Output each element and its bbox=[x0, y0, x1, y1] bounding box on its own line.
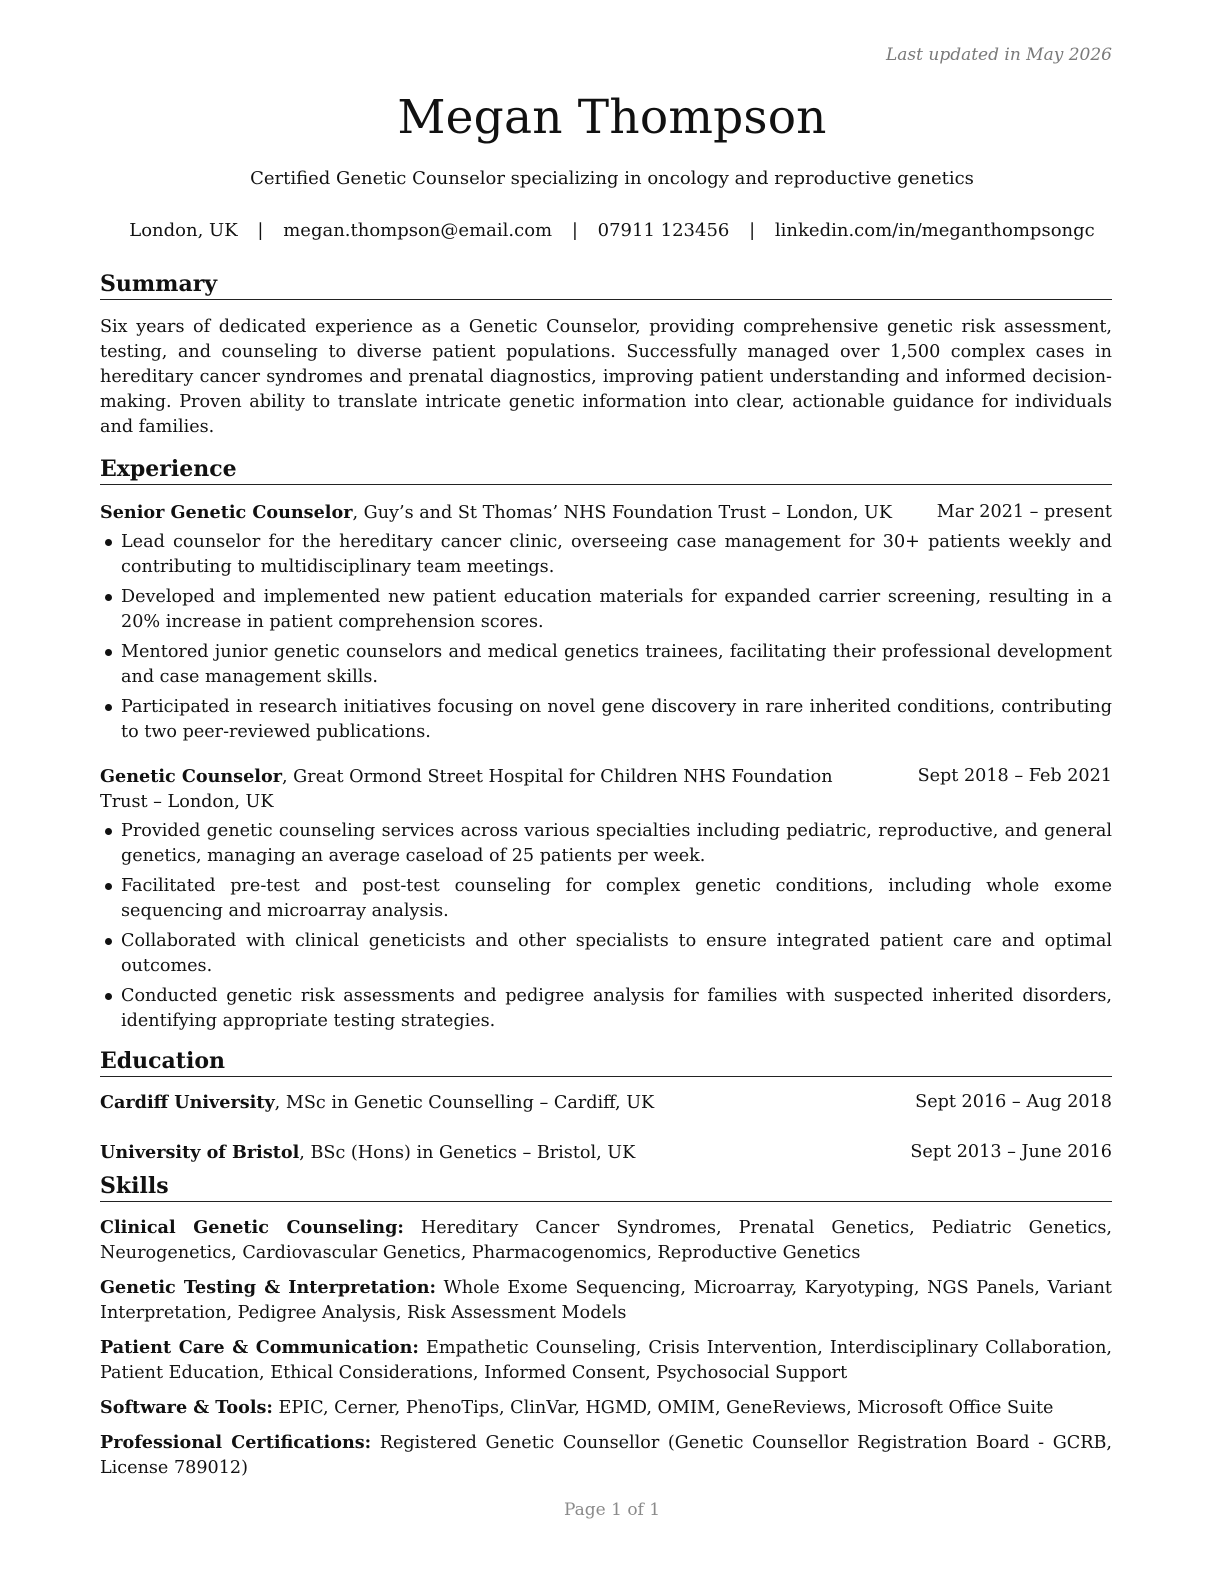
resume-content bbox=[100, 269, 1112, 1490]
education-line bbox=[100, 1090, 915, 1116]
candidate-name: Megan Thompson bbox=[397, 90, 827, 145]
job-title-line bbox=[100, 764, 918, 815]
education-detail: , MSc in Genetic Counselling – Cardiff, UK bbox=[274, 1093, 655, 1113]
bullet-item: Lead counselor for the hereditary cancer clinic, overseeing case management for 30+ patients weekly and contributing to multidisciplinary team meetings. bbox=[100, 530, 1112, 580]
skill-item bbox=[100, 1395, 1112, 1421]
skill-label: Patient Care & Communication: bbox=[100, 1337, 419, 1358]
contact-email[interactable]: megan.thompson@email.com bbox=[283, 220, 553, 241]
skill-label: Professional Certifications: bbox=[100, 1432, 372, 1453]
job-header bbox=[100, 500, 1112, 526]
skill-text: Hereditary Cancer Syndromes, Prenatal Genetics, Pediatric Genetics, Neurogenetics, Cardiovascular Genetics, Pharmacogenomics, Reproductive Genetics bbox=[100, 1218, 1113, 1263]
education-dates: Sept 2013 – June 2016 bbox=[910, 1142, 1112, 1162]
skill-text: Whole Exome Sequencing, Microarray, Karyotyping, NGS Panels, Variant Interpretation, Pedigree Analysis, Risk Assessment Models bbox=[100, 1278, 1112, 1323]
contact-location: London, UK bbox=[129, 220, 238, 241]
section-title: Skills bbox=[100, 1171, 1112, 1202]
education-school: University of Bristol bbox=[100, 1142, 300, 1163]
section-title: Experience bbox=[100, 454, 1112, 485]
experience-section bbox=[100, 454, 1112, 1034]
skill-item bbox=[100, 1215, 1112, 1266]
job-title-line bbox=[100, 500, 937, 526]
job-organization: , Guy’s and St Thomas’ NHS Foundation Trust – London, UK bbox=[352, 503, 892, 523]
job-header bbox=[100, 764, 1112, 815]
bullet-item: Developed and implemented new patient education materials for expanded carrier screening, resulting in a 20% increase in patient comprehension scores. bbox=[100, 585, 1112, 635]
bullet-item: Mentored junior genetic counselors and medical genetics trainees, facilitating their professional development and case management skills. bbox=[100, 640, 1112, 690]
bullet-item: Conducted genetic risk assessments and pedigree analysis for families with suspected inherited disorders, identifying appropriate testing strategies. bbox=[100, 984, 1112, 1034]
tagline: Certified Genetic Counselor specializing in oncology and reproductive genetics bbox=[250, 168, 974, 189]
job-entry bbox=[100, 500, 1112, 745]
education-detail: , BSc (Hons) in Genetics – Bristol, UK bbox=[299, 1143, 636, 1163]
skill-item bbox=[100, 1430, 1112, 1481]
job-role: Senior Genetic Counselor bbox=[100, 502, 353, 523]
job-bullets bbox=[100, 819, 1112, 1034]
skill-text: Registered Genetic Counsellor (Genetic Counsellor Registration Board - GCRB, License 789012) bbox=[100, 1433, 1112, 1478]
education-entry bbox=[100, 1090, 1112, 1116]
skill-label: Genetic Testing & Interpretation: bbox=[100, 1277, 437, 1298]
education-line bbox=[100, 1140, 910, 1166]
job-bullets bbox=[100, 530, 1112, 745]
contact-line bbox=[0, 219, 1224, 243]
education-section bbox=[100, 1046, 1112, 1166]
summary-text: Six years of dedicated experience as a Genetic Counselor, providing comprehensive genetic risk assessment, testing, and counseling to diverse patient populations. Successfully managed over 1,500 complex cases in hereditary cancer syndromes and prenatal diagnostics, improving patient understanding and informed decision-making. Proven ability to translate intricate genetic information into clear, actionable guidance for individuals and families. bbox=[100, 317, 1112, 437]
section-title: Summary bbox=[100, 269, 1112, 300]
contact-separator: | bbox=[571, 220, 578, 241]
skill-label: Clinical Genetic Counseling: bbox=[100, 1217, 404, 1238]
bullet-item: Participated in research initiatives focusing on novel gene discovery in rare inherited conditions, contributing to two peer-reviewed publications. bbox=[100, 695, 1112, 745]
skills-list bbox=[100, 1215, 1112, 1481]
job-role: Genetic Counselor bbox=[100, 766, 282, 787]
education-entry bbox=[100, 1140, 1112, 1166]
contact-phone[interactable]: 07911 123456 bbox=[597, 220, 730, 241]
skill-item bbox=[100, 1275, 1112, 1326]
section-title: Education bbox=[100, 1046, 1112, 1077]
bullet-item: Provided genetic counseling services across various specialties including pediatric, reproductive, and general genetics, managing an average caseload of 25 patients per week. bbox=[100, 819, 1112, 869]
job-organization: , Great Ormond Street Hospital for Children NHS Foundation Trust – London, UK bbox=[100, 767, 833, 812]
skill-item bbox=[100, 1335, 1112, 1386]
contact-separator: | bbox=[749, 220, 756, 241]
skill-text: Empathetic Counseling, Crisis Intervention, Interdisciplinary Collaboration, Patient Education, Ethical Considerations, Informed Consent, Psychosocial Support bbox=[100, 1338, 1112, 1383]
job-entry bbox=[100, 764, 1112, 1034]
contact-linkedin[interactable]: linkedin.com/in/meganthompsongc bbox=[774, 220, 1095, 241]
bullet-item: Facilitated pre-test and post-test counseling for complex genetic conditions, including whole exome sequencing and microarray analysis. bbox=[100, 874, 1112, 924]
summary-section bbox=[100, 269, 1112, 440]
bullet-item: Collaborated with clinical geneticists and other specialists to ensure integrated patient care and optimal outcomes. bbox=[100, 929, 1112, 979]
last-updated: Last updated in May 2026 bbox=[885, 45, 1112, 65]
skill-text: EPIC, Cerner, PhenoTips, ClinVar, HGMD, OMIM, GeneReviews, Microsoft Office Suite bbox=[272, 1398, 1054, 1418]
contact-separator: | bbox=[257, 220, 264, 241]
skills-section bbox=[100, 1171, 1112, 1481]
education-school: Cardiff University bbox=[100, 1092, 275, 1113]
page-number: Page 1 of 1 bbox=[563, 1500, 661, 1520]
job-dates: Sept 2018 – Feb 2021 bbox=[917, 766, 1112, 786]
education-dates: Sept 2016 – Aug 2018 bbox=[915, 1092, 1112, 1112]
job-dates: Mar 2021 – present bbox=[936, 502, 1112, 522]
skill-label: Software & Tools: bbox=[100, 1397, 273, 1418]
